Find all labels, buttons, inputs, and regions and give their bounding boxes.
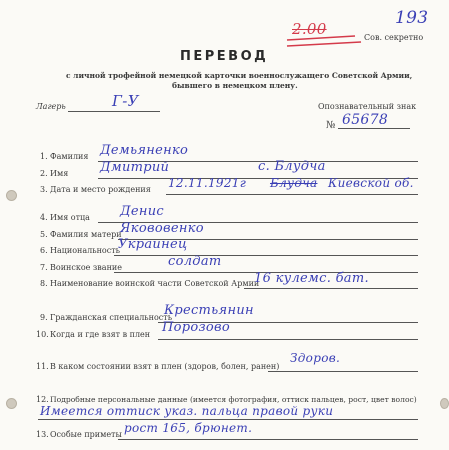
field-8-num: 8.: [40, 279, 48, 288]
field-2-value2: с. Блудча: [258, 159, 326, 174]
page-title: ПЕРЕВОД: [180, 49, 269, 64]
field-4-num: 4.: [40, 213, 48, 222]
field-11-line: [268, 371, 418, 372]
field-8-value: 16 кулемс. бат.: [254, 271, 369, 286]
field-7-value: солдат: [168, 254, 222, 269]
id-number-label: №: [326, 120, 336, 131]
price-struck: 2.00: [292, 20, 327, 38]
field-9-value: Крестьянин: [164, 303, 254, 318]
id-sign-label: Опознавательный знак: [318, 102, 417, 111]
punch-hole-top: [6, 190, 17, 201]
field-2-num: 2.: [40, 169, 48, 178]
field-2-label: Имя: [50, 169, 69, 178]
field-13-num: 13.: [36, 430, 49, 439]
page-number: 193: [395, 8, 429, 28]
punch-hole-bottom: [6, 398, 17, 409]
field-3-num: 3.: [40, 185, 48, 194]
field-10-value: Порозово: [162, 320, 231, 335]
field-4-value: Денис: [120, 204, 164, 219]
field-11-label: В каком состоянии взят в плен (здоров, болен, ранен): [50, 362, 280, 371]
field-9-num: 9.: [40, 313, 48, 322]
field-2-value: Дмитрий: [100, 160, 170, 175]
field-6-line: [114, 255, 418, 256]
camp-line: [68, 111, 160, 112]
id-line: [338, 128, 410, 129]
field-9-label: Гражданская специальность: [50, 313, 173, 322]
field-1-label: Фамилия: [50, 152, 89, 161]
field-7-num: 7.: [40, 263, 48, 272]
field-13-value: рост 165, брюнет.: [124, 421, 253, 435]
camp-label: Лагерь: [36, 102, 66, 111]
price-strike-marks: [285, 22, 365, 52]
subtitle-line2: бывшего в немецком плену.: [172, 81, 298, 90]
field-3-value3: Киевской об.: [328, 176, 414, 190]
field-11-num: 11.: [36, 362, 49, 371]
punch-hole-right: [440, 398, 449, 409]
field-6-value: Украинец: [118, 237, 188, 252]
field-1-num: 1.: [40, 152, 48, 161]
field-5-num: 5.: [40, 230, 48, 239]
field-8-line: [244, 288, 418, 289]
field-12-label: Подробные персональные данные (имеется фотография, оттиск пальцев, рост, цвет волос): [50, 395, 417, 404]
field-10-line: [158, 339, 418, 340]
field-3-value2-struck: Блудча: [270, 176, 318, 190]
field-7-label: Воинское звание: [50, 263, 122, 272]
field-13-label: Особые приметы: [50, 430, 122, 439]
field-10-num: 10.: [36, 330, 49, 339]
field-12-line: [38, 419, 418, 420]
field-1-value: Демьяненко: [100, 143, 189, 158]
field-6-num: 6.: [40, 246, 48, 255]
field-3-value: 12.11.1921г: [168, 176, 247, 190]
subtitle-line1: с личной трофейной немецкой карточки военнослужащего Советской Армии,: [66, 71, 413, 80]
field-4-label: Имя отца: [50, 213, 90, 222]
id-sign-value: 65678: [342, 112, 389, 128]
field-8-label: Наименование воинской части Советской Армии: [50, 279, 260, 288]
field-3-line: [166, 194, 418, 195]
field-13-line: [118, 439, 418, 440]
field-12-value: Имеется оттиск указ. пальца правой руки: [40, 404, 334, 418]
field-5-value: Якововенко: [120, 221, 204, 236]
field-10-label: Когда и где взят в плен: [50, 330, 151, 339]
field-12-num: 12.: [36, 395, 49, 404]
field-6-label: Национальность: [50, 246, 120, 255]
field-3-label: Дата и место рождения: [50, 185, 151, 194]
secrecy-stamp: Сов. секретно: [364, 33, 424, 42]
field-11-value: Здоров.: [290, 351, 341, 365]
field-5-label: Фамилия матери: [50, 230, 122, 239]
camp-value: Г-У: [112, 92, 139, 110]
